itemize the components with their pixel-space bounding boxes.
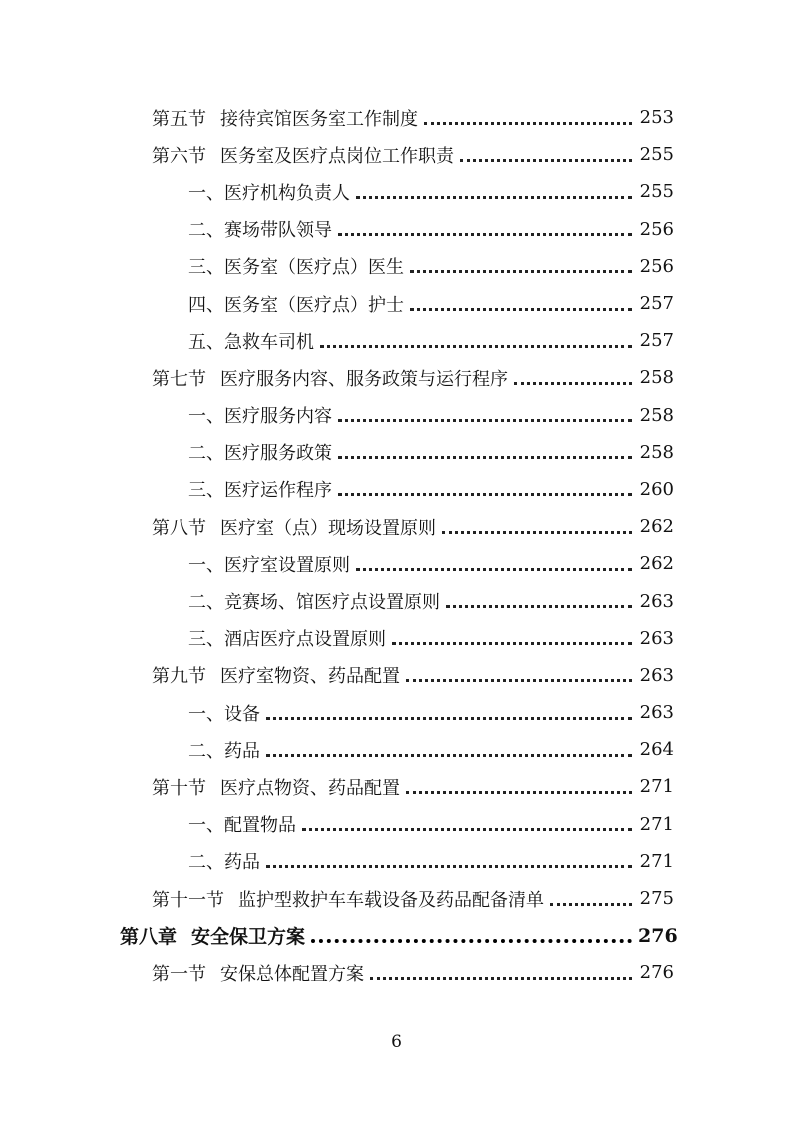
- toc-entry-title: [152, 365, 512, 391]
- toc-entry[interactable]: [0, 173, 793, 210]
- dot-leader: [320, 344, 632, 348]
- toc-entry-label: 安保总体配置方案: [220, 963, 364, 985]
- toc-entry-title: [120, 922, 309, 949]
- dot-leader: [410, 307, 632, 311]
- toc-entry-title: [188, 216, 336, 242]
- toc-entry[interactable]: [0, 806, 793, 843]
- dot-leader: [311, 938, 632, 943]
- dot-leader: [406, 678, 632, 682]
- dot-leader: [446, 604, 632, 608]
- toc-entry-title: [152, 662, 404, 688]
- toc-entry-label: 监护型救护车车载设备及药品配备清单: [238, 889, 544, 911]
- toc-entry-label: 医疗服务内容、服务政策与运行程序: [220, 368, 508, 390]
- toc-entry-title: [188, 588, 444, 614]
- toc-chapter-entry[interactable]: [0, 917, 793, 954]
- toc-entry-title: [188, 402, 336, 428]
- toc-entry-label: 接待宾馆医务室工作制度: [220, 108, 418, 130]
- dot-leader: [410, 269, 632, 273]
- toc-entry-label: 一、医疗室设置原则: [188, 554, 350, 576]
- toc-entry-title: [188, 253, 408, 279]
- dot-leader: [406, 790, 632, 794]
- toc-entry[interactable]: [0, 285, 793, 322]
- toc-entry-number: 第八节: [152, 517, 206, 539]
- toc-entry-page: 255: [639, 144, 674, 166]
- toc-entry-page: 256: [639, 218, 674, 240]
- toc-entry-page: 262: [639, 516, 674, 538]
- toc-entry-number: 第十节: [152, 777, 206, 799]
- toc-entry-page: 258: [639, 367, 674, 389]
- toc-entry-title: [188, 811, 300, 837]
- toc-entry[interactable]: [0, 434, 793, 471]
- toc-entry-page: 258: [639, 441, 674, 463]
- dot-leader: [338, 455, 632, 459]
- toc-entry-title: [188, 179, 354, 205]
- toc-entry-label: 三、酒店医疗点设置原则: [188, 629, 386, 651]
- toc-entry-page: 271: [639, 850, 674, 872]
- toc-entry-title: [188, 625, 390, 651]
- dot-leader: [338, 492, 632, 496]
- toc-entry-title: [188, 848, 264, 874]
- toc-entry[interactable]: [0, 545, 793, 582]
- dot-leader: [424, 121, 632, 125]
- toc-entry[interactable]: [0, 471, 793, 508]
- toc-entry-page: 255: [639, 181, 674, 203]
- toc-entry-page: 275: [639, 888, 674, 910]
- toc-entry-number: 第一节: [152, 963, 206, 985]
- toc-entry-number: 第五节: [152, 108, 206, 130]
- toc-entry-page: 256: [639, 255, 674, 277]
- toc-entry-title: [188, 700, 264, 726]
- toc-entry-title: [152, 774, 404, 800]
- toc-entry-label: 三、医疗运作程序: [188, 480, 332, 502]
- dot-leader: [356, 195, 632, 199]
- toc-entry[interactable]: [0, 843, 793, 880]
- toc-entry-title: [152, 142, 458, 168]
- dot-leader: [356, 567, 632, 571]
- toc-entry-label: 一、设备: [188, 703, 260, 725]
- page-number: 6: [391, 1032, 402, 1052]
- toc-entry-label: 二、医疗服务政策: [188, 443, 332, 465]
- toc-entry-label: 一、医疗机构负责人: [188, 182, 350, 204]
- toc-entry-page: 263: [639, 702, 674, 724]
- toc-entry-label: 五、急救车司机: [188, 331, 314, 353]
- toc-entry-page: 276: [639, 962, 674, 984]
- toc-entry-label: 医疗点物资、药品配置: [220, 777, 400, 799]
- toc-entry-number: 第十一节: [152, 889, 224, 911]
- toc-entry-title: [152, 960, 368, 986]
- toc-entry-page: 276: [638, 924, 678, 947]
- toc-entry-label: 医疗室物资、药品配置: [220, 666, 400, 688]
- toc-entry-page: 257: [639, 330, 674, 352]
- toc-entry-title: [188, 476, 336, 502]
- dot-leader: [442, 530, 632, 534]
- toc-entry-label: 一、医疗服务内容: [188, 406, 332, 428]
- toc-entry-label: 四、医务室（医疗点）护士: [188, 294, 404, 316]
- toc-entry-label: 一、配置物品: [188, 815, 296, 837]
- toc-entry[interactable]: [0, 694, 793, 731]
- toc-entry-page: 263: [639, 627, 674, 649]
- toc-entry-page: 257: [639, 293, 674, 315]
- toc-entry-number: 第九节: [152, 666, 206, 688]
- dot-leader: [460, 158, 632, 162]
- toc-entry[interactable]: [0, 880, 793, 917]
- dot-leader: [338, 418, 632, 422]
- toc-entry-page: 258: [639, 404, 674, 426]
- toc-entry-page: 264: [639, 739, 674, 761]
- toc-entry-page: 253: [639, 107, 674, 129]
- toc-entry-number: 第六节: [152, 145, 206, 167]
- toc-entry-number: 第七节: [152, 368, 206, 390]
- toc-entry[interactable]: [0, 322, 793, 359]
- toc-entry-title: [188, 328, 318, 354]
- toc-entry[interactable]: [0, 582, 793, 619]
- toc-entry-page: 271: [639, 813, 674, 835]
- dot-leader: [338, 232, 632, 236]
- toc-entry[interactable]: [0, 657, 793, 694]
- toc-entry-label: 三、医务室（医疗点）医生: [188, 257, 404, 279]
- toc-entry-title: [152, 105, 422, 131]
- toc-entry-page: 260: [639, 478, 674, 500]
- toc-entry-number: 第八章: [120, 926, 178, 949]
- toc-entry-label: 二、药品: [188, 740, 260, 762]
- toc-entry[interactable]: [0, 211, 793, 248]
- toc-entry[interactable]: [0, 359, 793, 396]
- toc-entry[interactable]: [0, 248, 793, 285]
- toc-entry-label: 二、竞赛场、馆医疗点设置原则: [188, 592, 440, 614]
- toc-entry-title: [188, 291, 408, 317]
- toc-entry-label: 二、赛场带队领导: [188, 220, 332, 242]
- toc-entry-label: 二、药品: [188, 852, 260, 874]
- toc-entry-page: 262: [639, 553, 674, 575]
- dot-leader: [266, 864, 632, 868]
- toc-entry-label: 医疗室（点）现场设置原则: [220, 517, 436, 539]
- dot-leader: [302, 827, 632, 831]
- toc-entry-label: 医务室及医疗点岗位工作职责: [220, 145, 454, 167]
- dot-leader: [514, 381, 632, 385]
- dot-leader: [550, 902, 632, 906]
- toc-entry-title: [188, 737, 264, 763]
- dot-leader: [370, 976, 632, 980]
- dot-leader: [266, 753, 632, 757]
- table-of-contents: [0, 99, 793, 992]
- toc-entry-title: [188, 551, 354, 577]
- dot-leader: [266, 716, 632, 720]
- toc-entry[interactable]: [0, 768, 793, 805]
- toc-entry-title: [152, 886, 548, 912]
- toc-entry[interactable]: [0, 508, 793, 545]
- toc-entry[interactable]: [0, 397, 793, 434]
- toc-entry[interactable]: [0, 731, 793, 768]
- toc-entry-label: 安全保卫方案: [191, 926, 306, 949]
- toc-entry[interactable]: [0, 954, 793, 991]
- toc-entry[interactable]: [0, 136, 793, 173]
- toc-entry[interactable]: [0, 620, 793, 657]
- toc-entry-title: [188, 439, 336, 465]
- toc-entry-page: 271: [639, 776, 674, 798]
- toc-entry-title: [152, 514, 440, 540]
- toc-entry-page: 263: [639, 664, 674, 686]
- toc-entry[interactable]: [0, 99, 793, 136]
- dot-leader: [392, 641, 632, 645]
- toc-entry-page: 263: [639, 590, 674, 612]
